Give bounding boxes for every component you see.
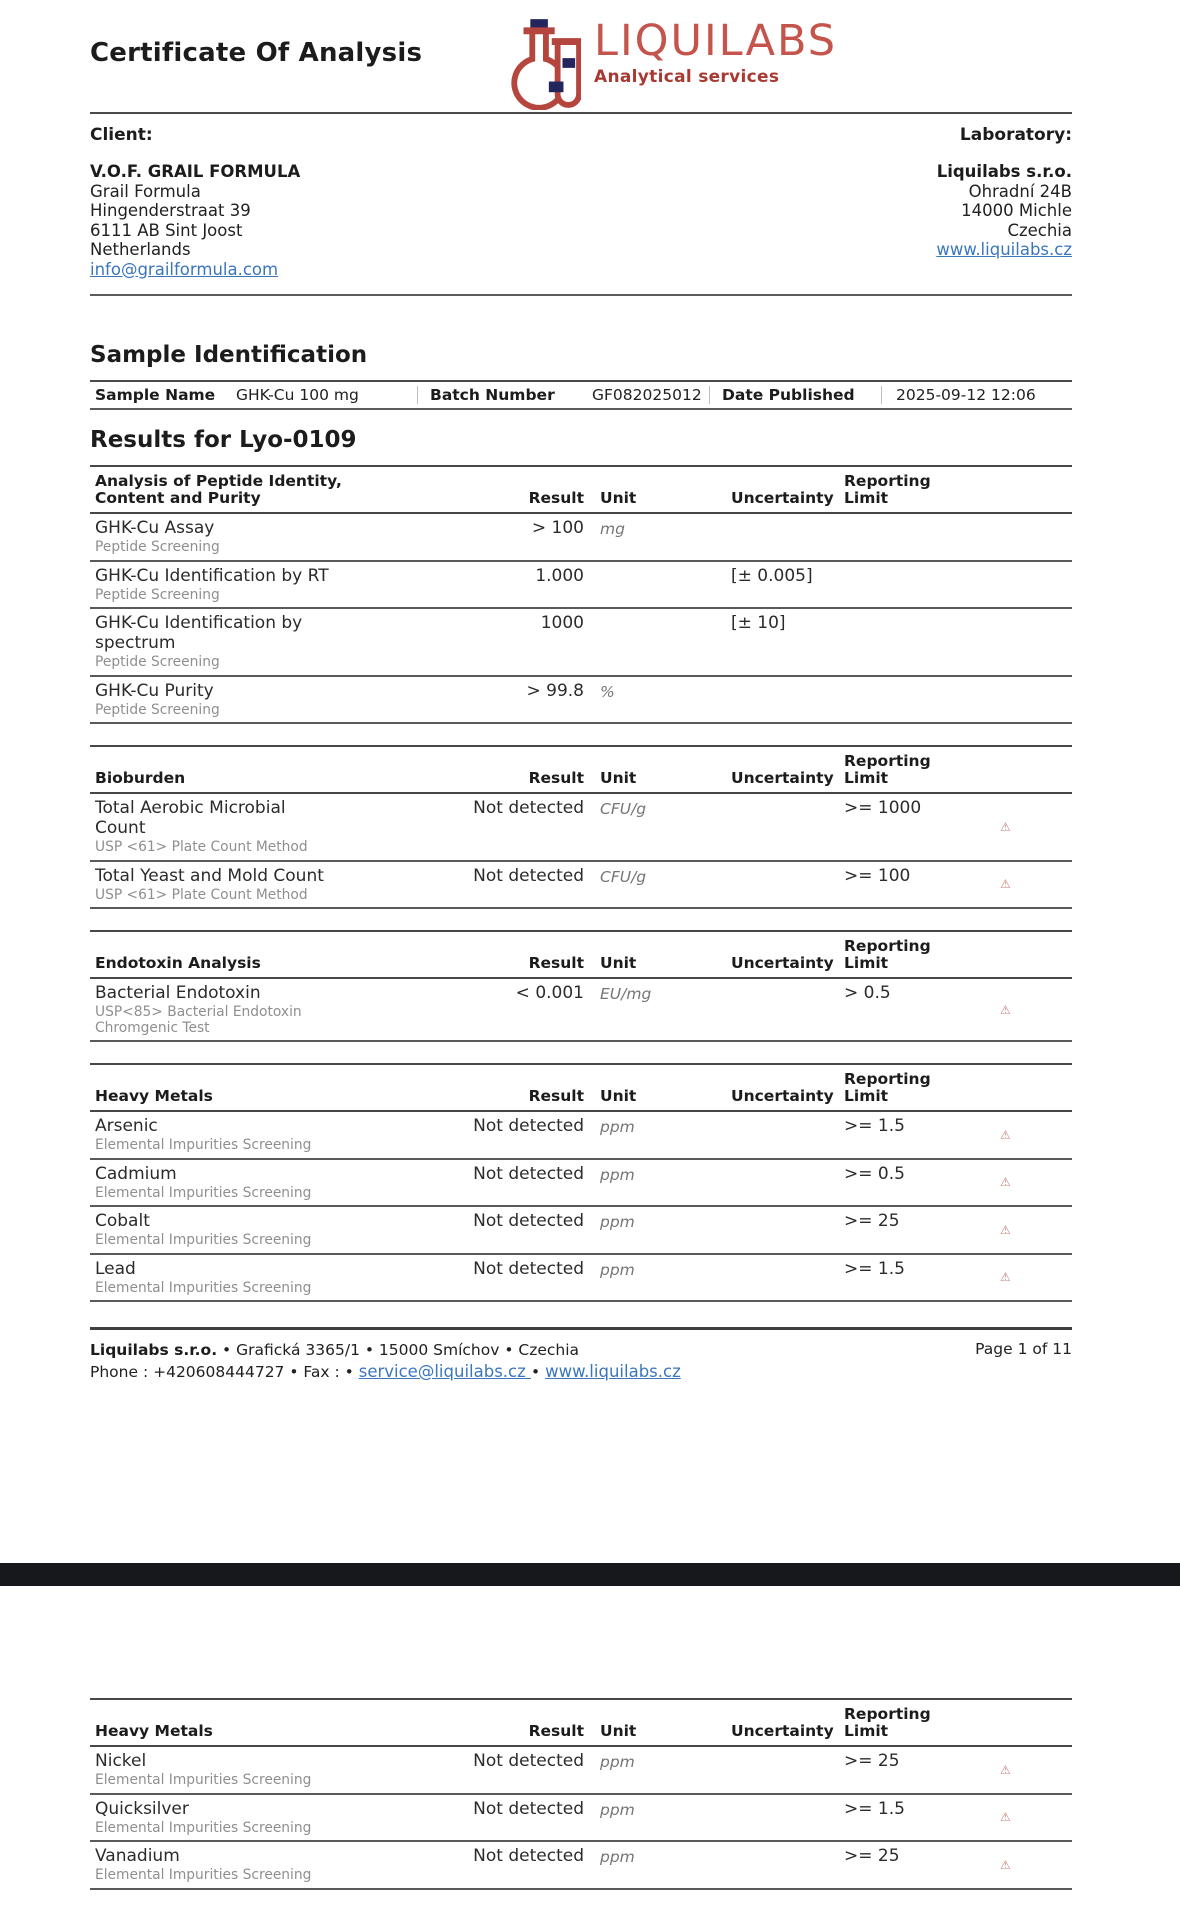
table-row [90,794,1072,862]
unit-value: CFU/g [600,867,647,886]
reporting-limit-header-line: Reporting [844,1070,931,1088]
result-value: Not detected [473,1798,584,1819]
sample-identification-heading: Sample Identification [90,342,368,368]
analyte-name: Bacterial Endotoxin [95,983,261,1003]
analyte-name: Total Yeast and Mold Count [95,865,324,886]
analyte-cell [90,1259,462,1297]
flag-cell [952,1164,1072,1202]
table-row [90,609,1072,677]
sample-field-label: Sample Name [95,386,216,404]
footer-company: Liquilabs s.r.o. [90,1341,218,1359]
results-table [90,1698,1072,1890]
flag-cell [952,1751,1072,1789]
analyte-name: Nickel [95,1751,147,1771]
laboratory-heading: Laboratory: [959,125,1072,145]
flag-cell [952,983,1072,1036]
reporting-limit-value: >= 25 [844,1751,900,1771]
logo-text [594,16,837,87]
table-header-row [90,1065,1072,1112]
client-address-line: Grail Formula [90,181,201,201]
column-header-reporting-limit [840,473,952,507]
client-address-line: Hingenderstraat 39 [90,201,251,220]
table-row [90,1255,1072,1303]
analyte-method: USP<85> Bacterial Endotoxin Chromgenic Test [95,1004,302,1036]
laboratory-address-line: Ohradní 24B [968,181,1072,201]
logo-tagline: Analytical services [594,67,780,87]
uncertainty-value: [± 10] [731,613,786,633]
client-address-line: Netherlands [90,240,191,259]
client-block [90,125,300,279]
analyte-method: Elemental Impurities Screening [95,1232,312,1248]
analyte-cell [90,866,462,904]
column-header-unit: Unit [600,1087,637,1105]
analyte-method: Elemental Impurities Screening [95,1867,312,1883]
footer-phone-fax: Phone : +420608444727 • Fax : • [90,1363,359,1381]
analyte-method: Peptide Screening [95,539,220,555]
client-email-link[interactable]: info@grailformula.com [90,259,279,279]
analyte-name: Vanadium [95,1846,180,1866]
document-header [90,0,1072,96]
flag-cell [952,1846,1072,1884]
column-header-reporting-limit [840,938,952,972]
client-laboratory-section [90,112,1072,296]
logo-wordmark: LIQUILABS [594,16,838,66]
column-header-result: Result [528,1087,584,1105]
result-value: Not detected [473,1211,584,1231]
bubble-square [549,82,564,93]
client-address-line: 6111 AB Sint Joost [90,220,243,240]
reporting-limit-header-line: Limit [844,769,889,787]
column-header-flag [952,1706,1072,1740]
laboratory-address-line: Czechia [1007,220,1072,240]
sample-field-value: GF082025012 [578,386,710,404]
analyte-method: Peptide Screening [95,701,220,718]
flag-cell [952,1211,1072,1249]
unit-value: ppm [600,1800,635,1819]
analyte-method: USP <61> Plate Count Method [95,839,308,855]
warning-icon: ⚠ [1000,1002,1011,1017]
results-table [90,1063,1072,1302]
table-title [90,473,462,507]
table-row [90,862,1072,910]
bubble-square [562,58,575,68]
reporting-limit-header-line: Reporting [844,752,931,770]
column-header-reporting-limit [840,753,952,787]
unit-value [584,566,716,568]
analyte-method: Elemental Impurities Screening [95,1819,312,1836]
results-heading: Results for Lyo-0109 [90,427,357,453]
table-title-line: Heavy Metals [95,1087,213,1105]
laboratory-website-link[interactable]: www.liquilabs.cz [936,240,1072,259]
results-table [90,930,1072,1042]
analyte-method: Elemental Impurities Screening [95,1184,312,1201]
table-header-row [90,747,1072,794]
table-row [90,1207,1072,1255]
laboratory-name: Liquilabs s.r.o. [936,162,1072,181]
flag-cell [952,1116,1072,1154]
laboratory-address-line: 14000 Michle [961,201,1072,220]
table-row [90,677,1072,725]
analyte-cell [90,1751,462,1789]
analyte-name: Quicksilver [95,1798,189,1819]
unit-value [584,613,716,615]
warning-icon: ⚠ [1000,1810,1011,1825]
result-value: Not detected [473,1258,584,1279]
reporting-limit-value: >= 25 [844,1846,900,1866]
sample-identification-row [90,380,1072,410]
footer-contact [90,1339,681,1383]
uncertainty-value: [± 0.005] [731,565,813,586]
result-value: Not detected [473,865,584,886]
results-table [90,465,1072,724]
warning-icon: ⚠ [1000,1857,1011,1872]
analyte-cell [90,1211,462,1249]
column-header-result: Result [528,1722,584,1740]
column-header-result: Result [528,769,584,787]
analyte-name: GHK-Cu Purity [95,680,214,701]
table-title [90,1723,462,1740]
column-header-uncertainty: Uncertainty [731,1722,834,1740]
footer-address: • Grafická 3365/1 • 15000 Smíchov • Czechia [217,1341,580,1359]
reporting-limit-value: >= 1000 [844,798,922,818]
reporting-limit-header-line: Reporting [844,937,931,955]
client-name: V.O.F. GRAIL FORMULA [90,162,301,181]
unit-value: % [600,682,615,701]
analyte-method: Peptide Screening [95,586,220,603]
results-table [90,745,1072,909]
unit-value: EU/mg [600,985,652,1003]
reporting-limit-header-line: Reporting [844,472,931,490]
unit-value: mg [600,520,625,538]
result-value: < 0.001 [515,983,584,1003]
page-title: Certificate Of Analysis [90,38,423,68]
sample-field-label: Batch Number [430,386,555,404]
flag-cell [952,866,1072,904]
reporting-limit-value: >= 0.5 [844,1163,905,1184]
analyte-method: Elemental Impurities Screening [95,1772,312,1788]
sample-field-value: GHK-Cu 100 mg [222,386,418,404]
analyte-cell [90,518,462,556]
table-header-row [90,932,1072,979]
flag-cell [952,798,1072,856]
column-header-unit: Unit [600,769,637,787]
analyte-method: Peptide Screening [95,654,220,670]
unit-value: CFU/g [600,800,647,818]
column-header-unit: Unit [600,954,637,972]
column-header-result: Result [528,489,584,507]
analyte-method: USP <61> Plate Count Method [95,886,308,903]
analyte-cell [90,1164,462,1202]
result-value: 1.000 [535,565,584,586]
warning-icon: ⚠ [1000,1762,1011,1777]
warning-icon: ⚠ [1000,1222,1011,1237]
flask-icon [505,16,581,110]
sample-field-label: Date Published [710,386,882,404]
result-value: Not detected [473,1846,584,1866]
table-title-line: Heavy Metals [95,1722,213,1740]
reporting-limit-value: > 0.5 [844,983,891,1003]
warning-icon: ⚠ [1000,1175,1011,1190]
analyte-name: Total Aerobic Microbial Count [95,798,286,838]
document-page-2 [0,1586,1180,1930]
sample-field-value: 2025-09-12 12:06 [896,386,1036,404]
column-header-uncertainty: Uncertainty [731,1087,834,1105]
table-title [90,1088,462,1105]
column-header-unit: Unit [600,489,637,507]
column-header-result: Result [528,954,584,972]
table-title [90,770,462,787]
page-separator-bar [0,1563,1180,1586]
table-row [90,1112,1072,1160]
warning-icon: ⚠ [1000,819,1011,834]
table-title [90,955,462,972]
analyte-name: Cobalt [95,1211,150,1231]
warning-icon: ⚠ [1000,877,1011,892]
analyte-name: GHK-Cu Identification by RT [95,565,329,586]
reporting-limit-value: >= 1.5 [844,1116,905,1136]
flask-stopper [530,19,548,28]
analyte-name: Cadmium [95,1163,177,1184]
page-footer [90,1327,1072,1383]
reporting-limit-header-line: Limit [844,954,889,972]
unit-value: ppm [600,1213,635,1231]
analyte-cell [90,681,462,719]
table-title-line: Endotoxin Analysis [95,954,261,972]
page-number: Page 1 of 11 [975,1340,1072,1358]
table-row [90,979,1072,1042]
table-row [90,1747,1072,1795]
flag-cell [952,1799,1072,1837]
analyte-cell [90,1799,462,1837]
column-header-uncertainty: Uncertainty [731,769,834,787]
liquilabs-logo [505,16,837,110]
warning-icon: ⚠ [1000,1127,1011,1142]
analyte-method: Elemental Impurities Screening [95,1137,312,1153]
results-tables-page-1 [90,465,1072,1302]
client-heading: Client: [90,125,153,145]
analyte-name: Arsenic [95,1116,158,1136]
reporting-limit-value: >= 1.5 [844,1798,905,1819]
flag-cell [952,566,1072,604]
unit-value: ppm [600,1848,635,1866]
result-value: Not detected [473,798,584,818]
column-header-reporting-limit [840,1071,952,1105]
column-header-flag [952,1071,1072,1105]
analyte-cell [90,1116,462,1154]
flag-cell [952,681,1072,719]
result-value: 1000 [540,613,584,633]
analyte-name: GHK-Cu Assay [95,518,215,538]
unit-value: ppm [600,1753,635,1771]
table-row [90,1842,1072,1890]
table-title-line: Analysis of Peptide Identity, [95,472,342,490]
table-header-row [90,1700,1072,1747]
analyte-method: Elemental Impurities Screening [95,1279,312,1296]
analyte-name: GHK-Cu Identification by spectrum [95,613,303,653]
table-title-line: Bioburden [95,769,186,787]
reporting-limit-header-line: Limit [844,1722,889,1740]
column-header-flag [952,753,1072,787]
analyte-name: Lead [95,1258,136,1279]
column-header-flag [952,473,1072,507]
column-header-reporting-limit [840,1706,952,1740]
reporting-limit-header-line: Limit [844,1087,889,1105]
result-value: Not detected [473,1163,584,1184]
flag-cell [952,1259,1072,1297]
footer-email-link[interactable]: service@liquilabs.cz [358,1362,532,1381]
table-row [90,1795,1072,1843]
result-value: Not detected [473,1751,584,1771]
column-header-uncertainty: Uncertainty [731,489,834,507]
analyte-cell [90,566,462,604]
table-title-line: Content and Purity [95,489,261,507]
reporting-limit-header-line: Limit [844,489,889,507]
reporting-limit-value: >= 25 [844,1211,900,1231]
laboratory-block [936,125,1072,279]
footer-bullet: • [531,1363,546,1381]
results-tables-page-2 [90,1698,1072,1890]
unit-value: ppm [600,1118,635,1136]
flag-cell [952,518,1072,556]
footer-website-link[interactable]: www.liquilabs.cz [545,1362,681,1381]
table-header-row [90,467,1072,514]
result-value: Not detected [473,1116,584,1136]
warning-icon: ⚠ [1000,1270,1011,1285]
reporting-limit-value: >= 1.5 [844,1258,905,1279]
analyte-cell [90,1846,462,1884]
analyte-cell [90,983,462,1036]
table-row [90,562,1072,610]
unit-value: ppm [600,1165,635,1184]
analyte-cell [90,613,462,671]
column-header-uncertainty: Uncertainty [731,954,834,972]
flag-cell [952,613,1072,671]
unit-value: ppm [600,1260,635,1279]
column-header-flag [952,938,1072,972]
result-value: > 100 [531,518,584,538]
table-row [90,1160,1072,1208]
reporting-limit-value: >= 100 [844,865,911,886]
table-row [90,514,1072,562]
analyte-cell [90,798,462,856]
reporting-limit-header-line: Reporting [844,1705,931,1723]
column-header-unit: Unit [600,1722,637,1740]
result-value: > 99.8 [526,680,584,701]
